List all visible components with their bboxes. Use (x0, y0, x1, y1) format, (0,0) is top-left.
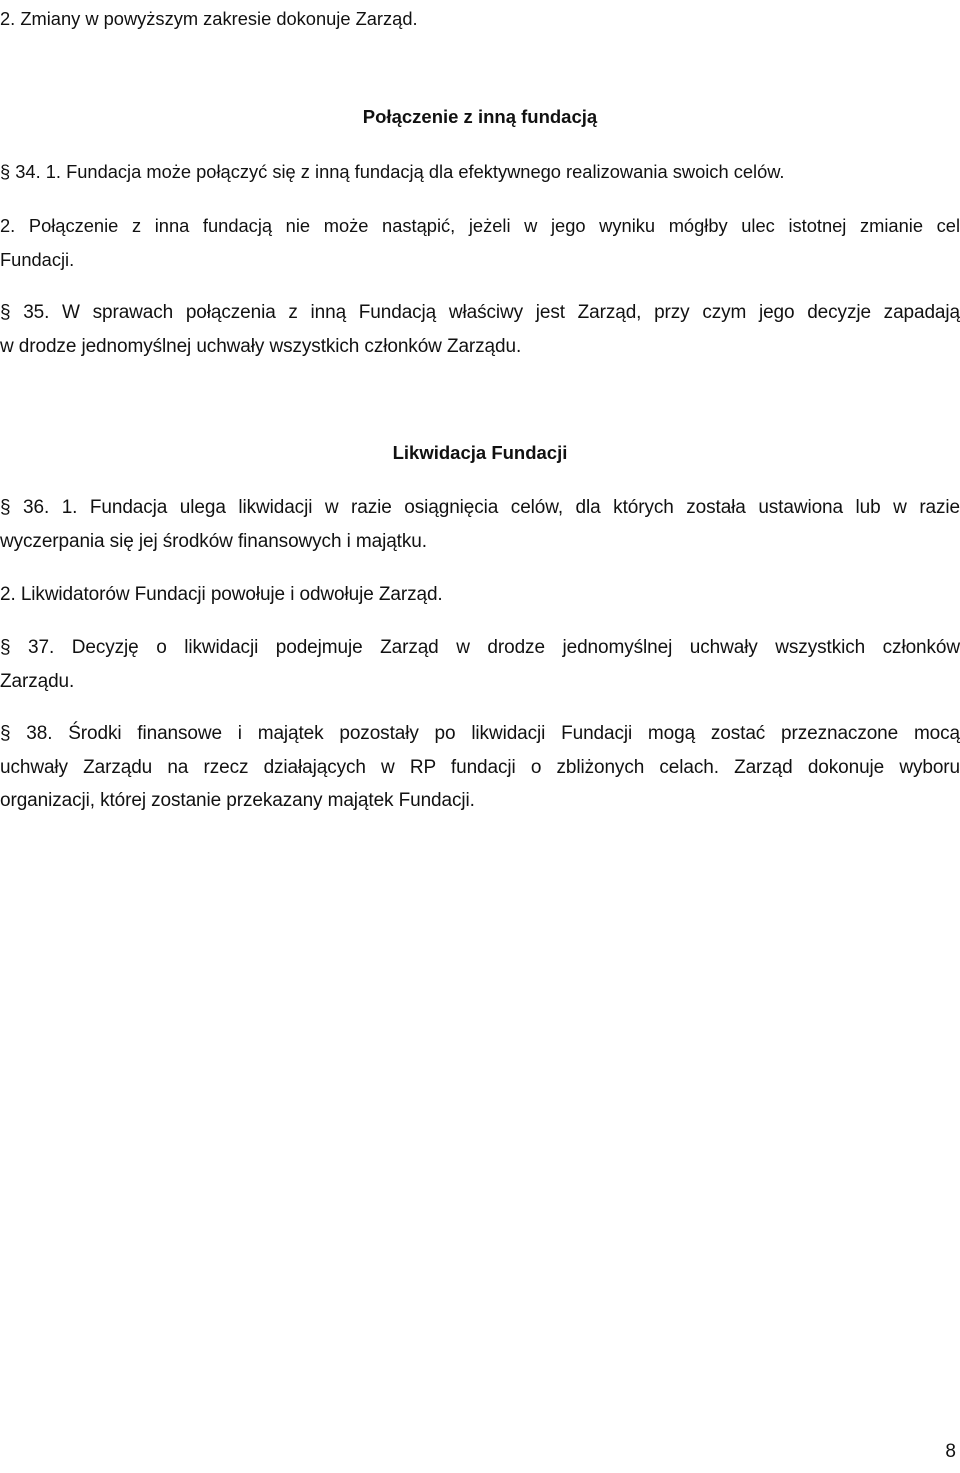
paragraph-36-1-line-1: § 36. 1. Fundacja ulega likwidacji w razie osiągnięcia celów, dla których została ustawiona lub w razie (0, 497, 960, 518)
page-number: 8 (945, 1441, 956, 1462)
paragraph-34-2-line-1: 2. Połączenie z inna fundacją nie może nastąpić, jeżeli w jego wyniku mógłby ulec istotnej zmianie cel (0, 215, 960, 236)
paragraph-37-line-2: Zarządu. (0, 671, 75, 692)
paragraph-38-line-1: § 38. Środki finansowe i majątek pozostały po likwidacji Fundacji mogą zostać przeznaczone mocą (0, 723, 960, 744)
paragraph-34-2-line-2: Fundacji. (0, 249, 75, 270)
intro-paragraph: 2. Zmiany w powyższym zakresie dokonuje Zarząd. (0, 8, 418, 29)
paragraph-36-2: 2. Likwidatorów Fundacji powołuje i odwołuje Zarząd. (0, 584, 443, 605)
liquidation-section-heading: Likwidacja Fundacji (392, 442, 568, 463)
paragraph-36-1-line-2: wyczerpania się jej środków finansowych i majątku. (0, 531, 427, 552)
paragraph-38-line-3: organizacji, której zostanie przekazany majątek Fundacji. (0, 790, 475, 811)
paragraph-37-line-1: § 37. Decyzję o likwidacji podejmuje Zarząd w drodze jednomyślnej uchwały wszystkich członków (0, 637, 960, 658)
paragraph-38-line-2: uchwały Zarządu na rzecz działających w RP fundacji o zbliżonych celach. Zarząd dokonuje wyboru (0, 757, 960, 778)
paragraph-35-line-2: w drodze jednomyślnej uchwały wszystkich członków Zarządu. (0, 336, 522, 357)
paragraph-35-line-1: § 35. W sprawach połączenia z inną Fundacją właściwy jest Zarząd, przy czym jego decyzje zapadają (0, 302, 960, 323)
paragraph-34-1: § 34. 1. Fundacja może połączyć się z inną fundacją dla efektywnego realizowania swoich celów. (0, 161, 785, 182)
merge-section-heading: Połączenie z inną fundacją (362, 106, 598, 127)
